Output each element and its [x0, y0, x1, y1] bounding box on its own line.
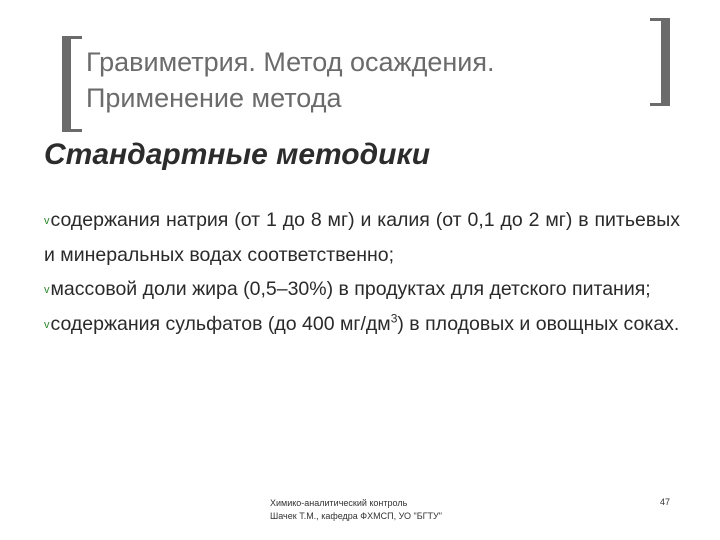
slide-title: [86, 44, 646, 116]
slide-title-line1: Гравиметрия. Метод осаждения.: [86, 47, 495, 77]
list-item: [44, 307, 680, 342]
slide-title-line2: Применение метода: [86, 83, 342, 113]
bullet-icon: v: [44, 215, 50, 227]
footer-line2: Шачек Т.М., кафедра ФХМСП, УО "БГТУ": [270, 511, 442, 521]
footer-line1: Химико-аналитический контроль: [270, 498, 408, 508]
bullet-icon: v: [44, 284, 50, 296]
right-bracket-decoration: [650, 18, 670, 106]
list-item-text: массовой доли жира (0,5–30%) в продуктах для детского питания;: [50, 278, 651, 300]
footer: [270, 497, 442, 523]
page-number: 47: [660, 497, 671, 507]
slide-subtitle: Стандартные методики: [44, 138, 431, 171]
list-item-text-part2: ) в плодовых и овощных соках.: [397, 313, 680, 335]
bullet-icon: v: [44, 319, 50, 331]
left-bracket-decoration: [62, 36, 82, 132]
list-item: [44, 272, 680, 307]
list-item-text-part1: содержания сульфатов (до 400 мг/дм: [50, 313, 391, 335]
bullet-list: [44, 203, 680, 342]
list-item-text: содержания натрия (от 1 до 8 мг) и калия (от 0,1 до 2 мг) в питьевых и минеральных водах соответственно;: [44, 209, 680, 266]
list-item: [44, 203, 680, 272]
superscript-three: 3: [390, 311, 398, 326]
